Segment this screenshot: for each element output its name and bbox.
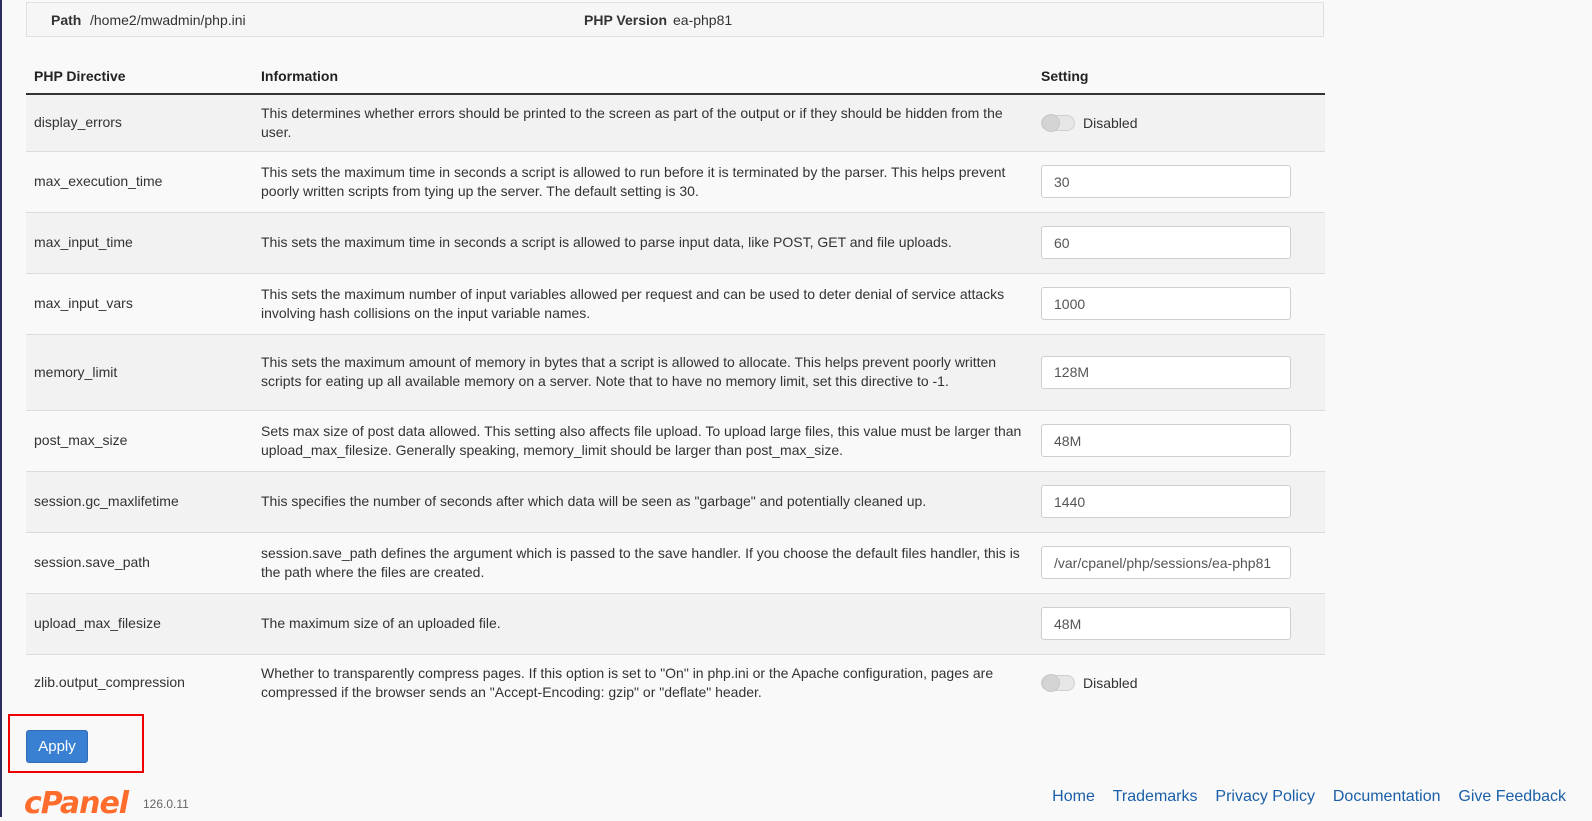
max-input-time-input[interactable] <box>1041 226 1291 259</box>
directive-info: Whether to transparently compress pages. If this option is set to "On" in php.ini or the Apache configuration, pages are compressed if the browser sends an "Accept-Encoding: gzip" or "deflate" header. <box>253 654 1033 711</box>
table-row <box>26 334 1325 410</box>
toggle-knob <box>1042 114 1060 132</box>
directive-info: session.save_path defines the argument which is passed to the save handler. If you choose the default files handler, this is the path where the files are created. <box>253 532 1033 593</box>
cpanel-version: 126.0.11 <box>143 797 189 811</box>
footer-links <box>1038 788 1566 806</box>
toggle-knob <box>1042 674 1060 692</box>
directive-info: This sets the maximum time in seconds a script is allowed to run before it is terminated by the parser. This helps prevent poorly written scripts from tying up the server. The default setting is 30. <box>253 151 1033 212</box>
memory-limit-input[interactable] <box>1041 356 1291 389</box>
footer-link-trademarks[interactable]: Trademarks <box>1112 788 1198 805</box>
path-value: /home2/mwadmin/php.ini <box>90 12 246 28</box>
post-max-size-input[interactable] <box>1041 424 1291 457</box>
directive-name: upload_max_filesize <box>26 593 253 654</box>
header-directive: PHP Directive <box>26 58 253 94</box>
setting-cell <box>1033 410 1325 471</box>
toggle-status: Disabled <box>1083 674 1138 691</box>
table-row <box>26 471 1325 532</box>
php-version-label: PHP Version <box>584 12 668 28</box>
directive-name: session.save_path <box>26 532 253 593</box>
max-execution-time-input[interactable] <box>1041 165 1291 198</box>
apply-button[interactable]: Apply <box>26 730 88 763</box>
left-edge-border <box>0 0 2 817</box>
setting-cell <box>1033 334 1325 410</box>
directive-info: This specifies the number of seconds after which data will be seen as "garbage" and potentially cleaned up. <box>253 471 1033 532</box>
php-version-value: ea-php81 <box>673 12 733 28</box>
directive-name: memory_limit <box>26 334 253 410</box>
directive-name: max_input_vars <box>26 273 253 334</box>
setting-cell <box>1033 471 1325 532</box>
zlib-output-compression-toggle[interactable] <box>1041 675 1075 691</box>
directive-info: This sets the maximum number of input variables allowed per request and can be used to deter denial of service attacks involving hash collisions on the input variable names. <box>253 273 1033 334</box>
session-gc-maxlifetime-input[interactable] <box>1041 485 1291 518</box>
directive-name: zlib.output_compression <box>26 654 253 711</box>
setting-cell <box>1033 94 1325 151</box>
setting-cell <box>1033 151 1325 212</box>
footer-link-privacy-policy[interactable]: Privacy Policy <box>1215 788 1315 805</box>
table-row <box>26 94 1325 151</box>
setting-cell <box>1033 593 1325 654</box>
toggle-status: Disabled <box>1083 114 1138 131</box>
table-row <box>26 532 1325 593</box>
directive-name: post_max_size <box>26 410 253 471</box>
directive-info: Sets max size of post data allowed. This setting also affects file upload. To upload large files, this value must be larger than upload_max_filesize. Generally speaking, memory_limit should be larger than post_max_size. <box>253 410 1033 471</box>
header-information: Information <box>253 58 1033 94</box>
directive-info: This sets the maximum amount of memory in bytes that a script is allowed to allocate. This helps prevent poorly written scripts for eating up all available memory on a server. Note that to have no memory limit, set this directive to -1. <box>253 334 1033 410</box>
directive-name: display_errors <box>26 94 253 151</box>
directive-info: The maximum size of an uploaded file. <box>253 593 1033 654</box>
directive-info: This sets the maximum time in seconds a script is allowed to parse input data, like POST, GET and file uploads. <box>253 212 1033 273</box>
directive-name: max_input_time <box>26 212 253 273</box>
header-setting: Setting <box>1033 58 1325 94</box>
directive-name: session.gc_maxlifetime <box>26 471 253 532</box>
upload-max-filesize-input[interactable] <box>1041 607 1291 640</box>
display-errors-toggle[interactable] <box>1041 115 1075 131</box>
setting-cell <box>1033 532 1325 593</box>
table-row <box>26 593 1325 654</box>
table-row <box>26 151 1325 212</box>
table-row <box>26 273 1325 334</box>
directive-name: max_execution_time <box>26 151 253 212</box>
session-save-path-input[interactable] <box>1041 546 1291 579</box>
max-input-vars-input[interactable] <box>1041 287 1291 320</box>
cpanel-logo: cPanel <box>24 786 129 821</box>
footer-link-give-feedback[interactable]: Give Feedback <box>1458 788 1566 805</box>
setting-cell <box>1033 212 1325 273</box>
directive-info: This determines whether errors should be printed to the screen as part of the output or if they should be hidden from the user. <box>253 94 1033 151</box>
php-directives-table <box>26 58 1325 711</box>
table-row <box>26 410 1325 471</box>
setting-cell <box>1033 654 1325 711</box>
path-label: Path <box>51 12 82 28</box>
table-header-row <box>26 58 1325 94</box>
php-info-bar <box>26 2 1324 37</box>
footer-link-home[interactable]: Home <box>1052 788 1095 805</box>
table-row <box>26 212 1325 273</box>
setting-cell <box>1033 273 1325 334</box>
footer-link-documentation[interactable]: Documentation <box>1332 788 1441 805</box>
table-row <box>26 654 1325 711</box>
